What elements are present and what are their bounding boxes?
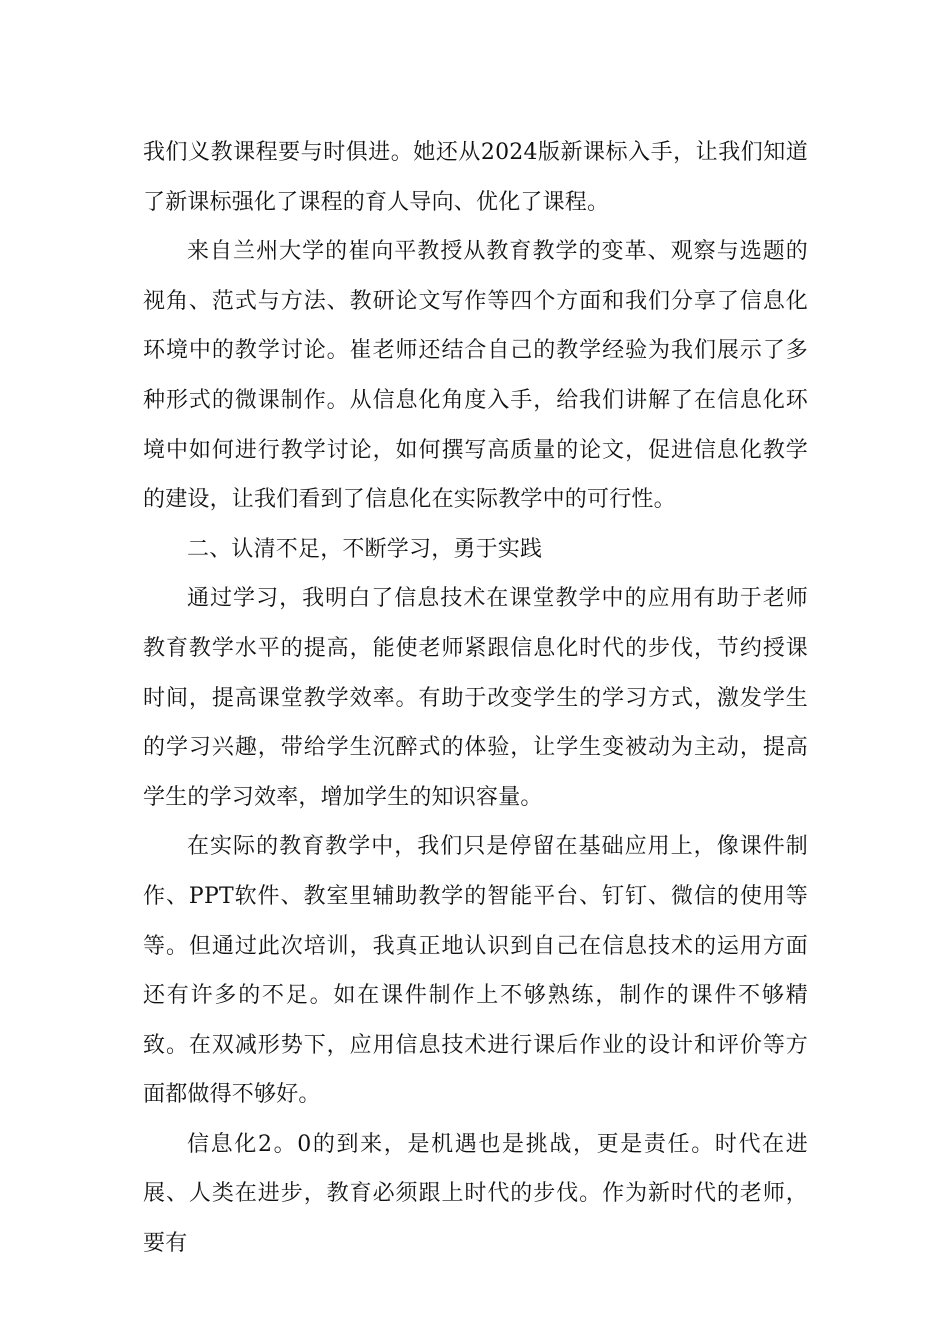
- paragraph-continuation: 我们义教课程要与时俱进。她还从2024版新课标入手，让我们知道了新课标强化了课程的育人导向、优化了课程。: [143, 140, 808, 215]
- paragraph-learning-benefits: 通过学习，我明白了信息技术在课堂教学中的应用有助于老师教育教学水平的提高，能使老师紧跟信息化时代的步伐，节约授课时间，提高课堂教学效率。有助于改变学生的学习方式，激发学生的学习兴趣，带给学生沉醉式的体验，让学生变被动为主动，提高学生的学习效率，增加学生的知识容量。: [143, 586, 808, 810]
- paragraph-shortcomings: 在实际的教育教学中，我们只是停留在基础应用上，像课件制作、PPT软件、教室里辅助教学的智能平台、钉钉、微信的使用等等。但通过此次培训，我真正地认识到自己在信息技术的运用方面还有许多的不足。如在课件制作上不够熟练，制作的课件不够精致。在双减形势下，应用信息技术进行课后作业的设计和评价等方面都做得不够好。: [143, 834, 809, 1108]
- section-heading: 二、认清不足，不断学习，勇于实践: [187, 536, 543, 562]
- paragraph-informatization-2: 信息化2。0的到来，是机遇也是挑战，更是责任。时代在进展、人类在进步，教育必须跟上时代的步伐。作为新时代的老师，要有: [143, 1131, 808, 1257]
- paragraph-professor-cui: 来自兰州大学的崔向平教授从教育教学的变革、观察与选题的视角、范式与方法、教研论文写作等四个方面和我们分享了信息化环境中的教学讨论。崔老师还结合自己的教学经验为我们展示了多种形式的微课制作。从信息化角度入手，给我们讲解了在信息化环境中如何进行教学讨论，如何撰写高质量的论文，促进信息化教学的建设，让我们看到了信息化在实际教学中的可行性。: [143, 239, 808, 513]
- document-body: [143, 128, 808, 1269]
